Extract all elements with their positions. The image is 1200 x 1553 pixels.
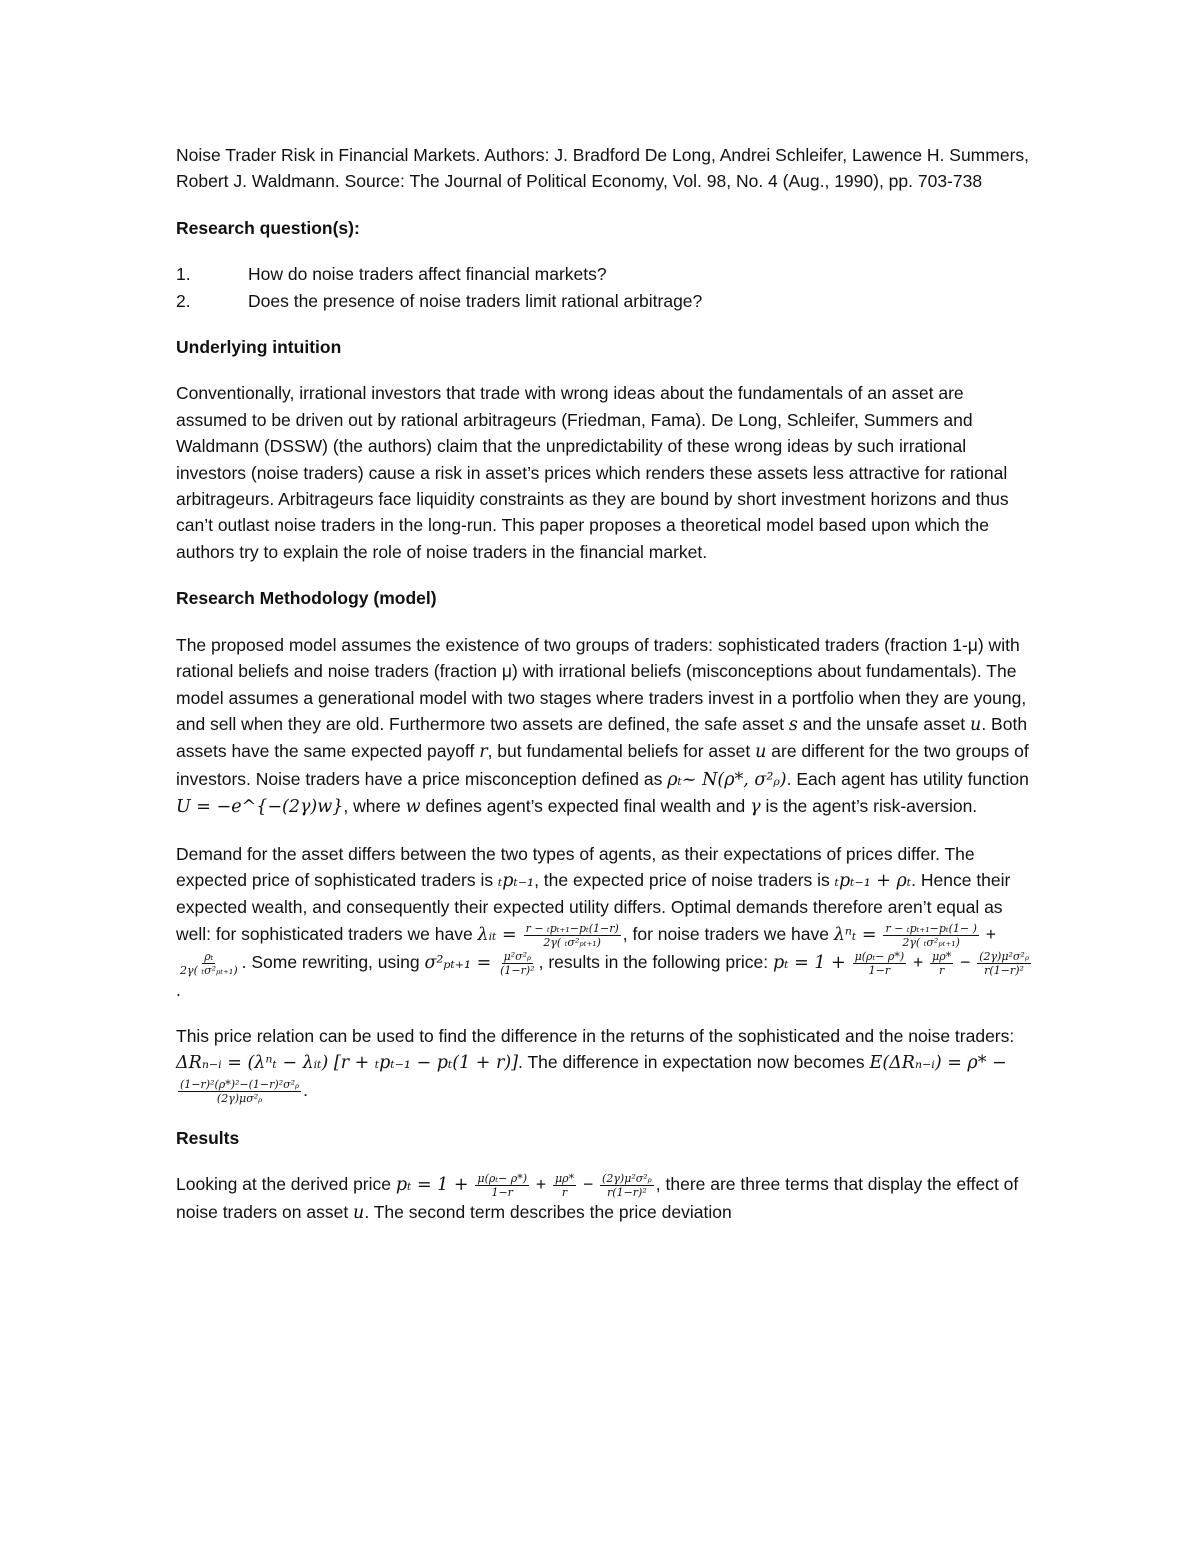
text-run: . Each agent has utility function [786,768,1029,789]
fraction-denominator: 1−r [868,963,891,977]
text-run: . [176,979,181,1000]
fraction-denominator: (2γ)μσ²ᵨ [216,1091,263,1105]
fraction-numerator: (2γ)μ²σ²ᵨ [979,949,1029,963]
methodology-paragraph-2: Demand for the asset differs between the two types of agents, as their expectations of prices differ. The expected price of sophisticated traders is ₜpₜ₋₁, the expected price of noise traders is ₜpₜ₋₁ + ρₜ. Hence their expected wealth, and consequently their expected utility differs. Optimal demands therefore aren’t equal as well: for sophisticated traders we have λᵢₜ = $\frac{\text{r − ₜpₜ₊₁−pₜ(1−r)}}{\text{2γ( ₜσ²ₚₜ₊₁)}}$ , for noise traders we have λⁿₜ = $\frac{\text{r − ₜpₜ₊₁−pₜ(1− )}}{\text{2γ( ₜσ²ₚₜ₊₁)}}$ + $\frac{\text{ρₜ}}{\text{2γ( ₜσ²ₚₜ₊₁)}}$ . Some rewriting, using σ²ₚₜ₊₁ = $\frac{\text{μ²σ²ᵨ}}{\text{(1−r)²}}$ , results in the following price: pₜ = 1 + $\frac{\text{μ(ρₜ− ρ*)}}{1-r}$ + $\frac{\mu\rho*}{r}$ − $\frac{\text{(2γ)μ²σ²ᵨ}}{\text{r(1−r)²}}$ . [176,843,1029,1000]
math-equation: σ²ₚₜ₊₁ = [424,952,492,973]
citation: Noise Trader Risk in Financial Markets. Authors: J. Bradford De Long, Andrei Schleifer, Lawence H. Summers, Robert J. Waldmann. Source: The Journal of Political Economy, Vol. 98, No. 4 (Aug., 1990), pp. 703-738 [176,145,1030,192]
fraction [853,950,907,977]
text-run: are different for the two groups of investors. Noise traders have a price misconception defined as [176,741,1029,789]
fraction-numerator: r − ₜpₜ₊₁−pₜ(1− ) [885,921,977,935]
text-run: , where [343,796,406,817]
math-equation: ₜpₜ₋₁ + ρₜ [834,870,912,891]
fraction-denominator: r(1−r)² [984,963,1024,977]
list-item [176,288,1036,314]
fraction [178,1078,301,1105]
fraction [883,922,978,949]
fraction-numerator: μ(ρₜ− ρ*) [854,949,905,963]
fraction-numerator: μρ* [554,1171,575,1185]
list-item-number: 2. [176,290,191,311]
fraction [553,1172,576,1199]
math-var: w [405,797,421,818]
fraction [498,950,536,977]
results-paragraph: Looking at the derived price pₜ = 1 + $\frac{\text{μ(ρₜ− ρ*)}}{1-r}$ + $\frac{\mu\rho*}{r}$ − $\frac{\text{(2γ)μ²σ²ᵨ}}{\text{r(1−r)²}}$ , there are three terms that display the effect of noise traders on asset u. The second term describes the price deviation [176,1171,1019,1223]
text-run: Looking at the derived price [176,1174,396,1194]
fraction-denominator: r [939,963,945,977]
text-run: , there are three terms that display the effect of noise traders on asset [176,1174,1019,1222]
fraction-numerator: (2γ)μ²σ²ᵨ [602,1171,652,1185]
fraction [475,1172,529,1199]
list-item-text: How do noise traders affect financial markets? [248,264,607,285]
math-equation: ₜpₜ₋₁ [497,870,535,891]
fraction-numerator: r − ₜpₜ₊₁−pₜ(1−r) [525,921,619,935]
math-equation: pₜ = 1 + [773,952,846,973]
math-equation: E(ΔRₙ₋ᵢ) = ρ* − [869,1053,1007,1074]
math-equation: pₜ = 1 + [395,1175,469,1195]
intuition-body: Conventionally, irrational investors that trade with wrong ideas about the fundamentals of an asset are assumed to be driven out by rational arbitrageurs (Friedman, Fama). De Long, Schleifer, Summers and Waldmann (DSSW) (the authors) claim that the unpredictability of these wrong ideas by such irrational investors (noise traders) cause a risk in asset’s prices which renders these assets less attractive for rational arbitrageurs. Arbitrageurs face liquidity constraints as they are bound by short investment horizons and thus can’t outlast noise traders in the long-run. This paper proposes a theoretical model based upon which the authors try to explain the role of noise traders in the financial market. [176,383,1009,562]
math-var: γ [750,797,761,818]
fraction [600,1172,654,1199]
fraction [977,950,1031,977]
math-equation: λⁿₜ = [833,924,877,945]
list-item-text: Does the presence of noise traders limit rational arbitrage? [248,290,703,311]
text-run: . Both assets have the same expected payoff [176,713,1028,762]
fraction-numerator: μρ* [932,949,952,963]
text-run: . [303,1079,308,1100]
fraction-numerator: μ²σ²ᵨ [503,949,532,963]
math-equation: λᵢₜ = [477,924,517,945]
fraction-denominator: 2γ( ₜσ²ₚₜ₊₁) [180,963,238,977]
fraction-denominator: r [561,1185,568,1199]
math-equation: ΔRₙ₋ᵢ = (λⁿₜ − λᵢₜ) [r + ₜpₜ₋₁ − pₜ(1 + r)] [176,1053,519,1074]
fraction-numerator: (1−r)²(ρ*)²−(1−r)²σ²ᵨ [180,1077,300,1091]
fraction-numerator: ρₜ [204,949,214,963]
math-equation: ρₜ~ N(ρ*, σ²ᵨ) [667,769,787,790]
text-run: Demand for the asset differs between the two types of agents, as their expectations of prices differ. The expected price of sophisticated traders is [176,843,975,890]
fraction [930,950,953,977]
fraction-numerator: μ(ρₜ− ρ*) [477,1171,528,1185]
fraction-denominator: 2γ( ₜσ²ₚₜ₊₁) [543,935,601,949]
text-run: and the unsafe asset [797,713,971,734]
document-page [176,142,1036,1246]
text-run: , for noise traders we have [622,923,834,944]
text-run: , the expected price of noise traders is [534,869,835,890]
math-var: u [353,1202,365,1223]
results-heading: Results [176,1127,240,1148]
list-item-number: 1. [176,264,191,285]
fraction-denominator: 2γ( ₜσ²ₚₜ₊₁) [902,935,960,949]
methodology-paragraph-1 [176,632,1036,821]
fraction-denominator: 1−r [491,1185,513,1199]
fraction-denominator: r(1−r)² [607,1185,647,1199]
math-var: u [970,714,982,735]
text-run: . The difference in expectation now becomes [518,1052,870,1073]
methodology-paragraph-3 [176,1023,1036,1105]
text-run: , but fundamental beliefs for asset [487,741,756,762]
text-run: , results in the following price: [538,951,774,972]
text-run: This price relation can be used to find the difference in the returns of the sophisticated and the noise traders: [176,1025,1015,1046]
text-run: . The second term describes the price deviation [364,1201,732,1222]
math-var: u [755,742,767,763]
research-questions-heading: Research question(s): [176,217,360,238]
fraction [524,922,621,949]
math-equation: U = −e^{−(2γ)w} [176,797,344,818]
fraction [178,950,240,977]
text-run: defines agent’s expected final wealth and [420,796,751,817]
methodology-heading: Research Methodology (model) [176,588,437,609]
fraction-denominator: (1−r)² [500,963,535,977]
text-run: The proposed model assumes the existence of two groups of traders: sophisticated traders (fraction 1-μ) with rational beliefs and noise traders (fraction μ) with irrational beliefs (misconceptions about fundamentals). The model assumes a generational model with two stages where traders invest in a portfolio when they are young, and sell when they are old. Furthermore two assets are defined, the safe asset [176,634,1027,734]
intuition-heading: Underlying intuition [176,337,342,358]
text-run: . Some rewriting, using [241,951,425,972]
research-questions-list [176,261,1036,314]
list-item [176,261,1036,287]
math-var: r [479,742,488,763]
text-run: . Hence their expected wealth, and consequently their expected utility differs. Optimal demands therefore aren’t equal as well: for sophisticated traders we have [176,869,1011,944]
math-var: s [788,714,798,735]
text-run: is the agent’s risk-aversion. [760,796,978,817]
